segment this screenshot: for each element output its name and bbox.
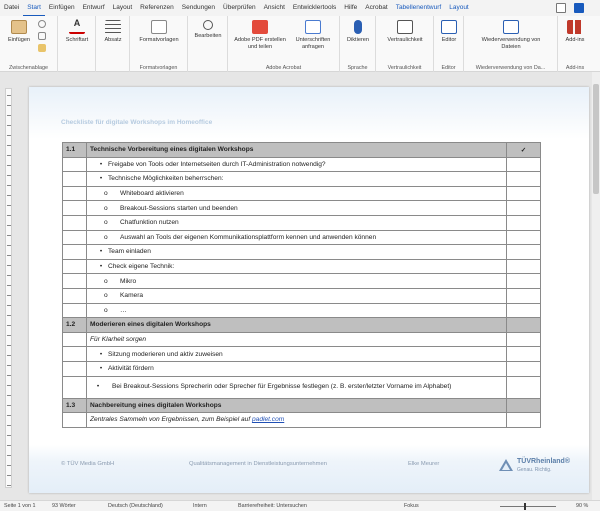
check-cell[interactable]	[507, 259, 541, 274]
row-text[interactable]	[87, 245, 507, 260]
row-text[interactable]	[87, 413, 507, 428]
group-label-acrobat: Adobe Acrobat	[265, 65, 302, 71]
checklist-row	[63, 186, 541, 201]
checklist-table[interactable]	[62, 142, 541, 428]
check-cell[interactable]	[507, 245, 541, 260]
tab-einfügen[interactable]: Einfügen	[48, 4, 75, 11]
group-label-clipboard: Zwischenablage	[9, 65, 48, 71]
row-text[interactable]	[87, 186, 507, 201]
vertical-ruler	[5, 88, 12, 488]
row-text[interactable]	[87, 376, 507, 398]
tab-layout[interactable]: Layout	[449, 4, 469, 11]
checklist-row	[63, 245, 541, 260]
row-number[interactable]	[63, 274, 87, 289]
check-cell[interactable]	[507, 413, 541, 428]
item-text: Technische Möglichkeiten beherrschen:	[108, 175, 224, 183]
row-number[interactable]	[63, 332, 87, 347]
tab-datei[interactable]: Datei	[4, 4, 20, 11]
row-number[interactable]	[63, 376, 87, 398]
row-number[interactable]	[63, 245, 87, 260]
check-cell[interactable]	[507, 398, 541, 413]
section-title: Nachbereitung eines digitalen Workshops	[90, 401, 222, 409]
ruler-tick	[7, 155, 11, 156]
row-text[interactable]	[87, 215, 507, 230]
checklist-row	[63, 361, 541, 376]
row-text[interactable]	[87, 172, 507, 187]
tuv-triangle-icon	[499, 459, 513, 471]
cut-icon[interactable]	[38, 20, 46, 28]
row-number[interactable]	[63, 201, 87, 216]
bullet-marker: •	[99, 263, 103, 271]
row-text[interactable]	[87, 143, 507, 158]
ruler-tick	[7, 395, 11, 396]
bullet-marker: •	[99, 248, 103, 256]
group-label-voice: Sprache	[347, 65, 368, 71]
check-cell[interactable]	[507, 274, 541, 289]
row-number[interactable]: 1.1	[63, 143, 87, 158]
group-label-reuse: Wiederverwendung von Da...	[475, 65, 546, 71]
footer-copyright: © TÜV Media GmbH	[61, 461, 115, 467]
signature-icon	[305, 20, 321, 34]
ruler-tick	[7, 385, 11, 386]
ruler-tick	[7, 225, 11, 226]
row-text[interactable]	[87, 332, 507, 347]
group-editing	[188, 16, 228, 72]
ruler-tick	[7, 215, 11, 216]
section-title: Technische Vorbereitung eines digitalen Workshops	[90, 146, 254, 154]
item-text: Mikro	[120, 277, 137, 285]
item-text: Bei Breakout-Sessions Sprecherin oder Sprecher für Ergebnisse festlegen (z. B. erster/letzter Vorname im Alphabet)	[112, 382, 452, 390]
addins-button[interactable]: Add-ins	[562, 20, 588, 44]
bullet-marker: •	[99, 350, 103, 358]
row-number[interactable]	[63, 157, 87, 172]
bullet-marker: •	[99, 365, 103, 373]
row-text[interactable]	[87, 259, 507, 274]
tab-hilfe[interactable]: Hilfe	[344, 4, 358, 11]
status-zoom[interactable]: 90 %	[576, 503, 589, 509]
ruler-tick	[7, 115, 11, 116]
font-button[interactable]: A Schriftart	[65, 18, 89, 43]
dictate-button[interactable]: Diktieren	[344, 20, 372, 44]
item-text: Freigabe von Tools oder Internetseiten durch IT-Administration notwendig?	[108, 160, 326, 168]
check-cell[interactable]	[507, 186, 541, 201]
ruler-tick	[7, 235, 11, 236]
section-row	[63, 143, 541, 158]
header-title: Checkliste für digitale Workshops im Homeoffice	[61, 119, 213, 126]
pdf-icon	[252, 20, 268, 34]
bullet-marker: •	[96, 382, 100, 390]
check-cell[interactable]	[507, 347, 541, 362]
row-number[interactable]	[63, 347, 87, 362]
status-focus[interactable]: Fokus	[404, 503, 419, 509]
group-editor	[434, 16, 464, 72]
checklist-row	[63, 413, 541, 428]
group-label-addins: Add-ins	[565, 65, 585, 71]
ruler-tick	[7, 275, 11, 276]
row-number[interactable]: 1.3	[63, 398, 87, 413]
group-voice	[340, 16, 376, 72]
ruler-tick	[7, 255, 11, 256]
status-accessibility[interactable]: Barrierefreiheit: Untersuchen	[238, 503, 307, 509]
check-cell[interactable]	[507, 230, 541, 245]
ribbon-tabs	[0, 0, 600, 16]
ruler-tick	[7, 95, 11, 96]
status-language[interactable]: Deutsch (Deutschland)	[108, 503, 163, 509]
ruler-tick	[7, 175, 11, 176]
check-cell[interactable]	[507, 303, 541, 318]
ruler-tick	[7, 475, 11, 476]
ruler-tick	[7, 325, 11, 326]
create-pdf-button[interactable]: Adobe PDF erstellen und teilen	[232, 20, 288, 50]
item-text: Zentrales Sammeln von Ergebnissen, zum Beispiel auf	[90, 416, 252, 424]
group-styles	[130, 16, 188, 72]
copy-icon[interactable]	[38, 32, 46, 40]
ruler-tick	[7, 365, 11, 366]
group-label-editor: Editor	[441, 65, 456, 71]
group-acrobat	[228, 16, 340, 72]
sub-bullet-marker: o	[104, 292, 108, 300]
status-page[interactable]: Seite 1 von 1	[4, 503, 36, 509]
checklist-row	[63, 376, 541, 398]
zoom-slider-thumb[interactable]	[524, 503, 526, 510]
ruler-tick	[7, 165, 11, 166]
microphone-icon	[354, 20, 362, 34]
row-number[interactable]	[63, 172, 87, 187]
check-cell[interactable]	[507, 376, 541, 398]
checklist-row	[63, 172, 541, 187]
bullet-marker: •	[99, 175, 103, 183]
section-title: Moderieren eines digitalen Workshops	[90, 321, 211, 329]
check-cell[interactable]	[507, 172, 541, 187]
checklist-row	[63, 347, 541, 362]
tab-überprüfen[interactable]: Überprüfen	[223, 4, 256, 11]
row-text[interactable]	[87, 347, 507, 362]
ruler-tick	[7, 445, 11, 446]
tab-tabellenentwurf[interactable]: Tabellenentwurf	[395, 4, 442, 11]
item-text: Whiteboard aktivieren	[120, 190, 184, 198]
styles-icon	[151, 20, 167, 34]
ruler-tick	[7, 375, 11, 376]
item-text: Auswahl an Tools der eigenen Kommunikationsplattform kennen und anwenden können	[120, 233, 377, 241]
ruler-tick	[7, 335, 11, 336]
tab-sendungen[interactable]: Sendungen	[181, 4, 216, 11]
item-text: Team einladen	[108, 248, 151, 256]
ruler-tick	[7, 185, 11, 186]
check-cell[interactable]	[507, 215, 541, 230]
tab-layout[interactable]: Layout	[112, 4, 133, 11]
ruler-tick	[7, 355, 11, 356]
row-number[interactable]	[63, 413, 87, 428]
row-text[interactable]	[87, 201, 507, 216]
tab-referenzen[interactable]: Referenzen	[140, 4, 174, 11]
sub-bullet-marker: o	[104, 277, 108, 285]
scrollbar-thumb[interactable]	[593, 84, 599, 194]
vertical-scrollbar[interactable]	[592, 72, 600, 500]
tab-start[interactable]: Start	[23, 0, 45, 16]
sensitivity-button[interactable]: Vertraulichkeit	[380, 20, 430, 44]
ruler-tick	[7, 285, 11, 286]
row-text[interactable]	[87, 274, 507, 289]
sub-bullet-marker: o	[104, 219, 108, 227]
sub-bullet-marker: o	[104, 306, 108, 314]
editor-button[interactable]: Editor	[437, 20, 461, 44]
checklist-row	[63, 332, 541, 347]
editor-icon	[441, 20, 457, 34]
check-cell[interactable]	[507, 288, 541, 303]
check-cell[interactable]	[507, 361, 541, 376]
footer-series: Qualitätsmanagement in Dienstleistungsunternehmen	[189, 461, 327, 467]
document-page[interactable]	[29, 87, 589, 493]
tab-entwicklertools[interactable]: Entwicklertools	[292, 4, 337, 11]
group-font	[58, 16, 96, 72]
row-text[interactable]	[87, 398, 507, 413]
ribbon	[0, 16, 600, 72]
group-sensitivity	[376, 16, 434, 72]
ruler-tick	[7, 345, 11, 346]
checklist-row	[63, 274, 541, 289]
ruler-tick	[7, 145, 11, 146]
item-text: Chatfunktion nutzen	[120, 219, 179, 227]
checklist-row	[63, 157, 541, 172]
status-bar	[0, 500, 600, 511]
padlet-link[interactable]: padlet.com	[252, 416, 285, 424]
tab-acrobat[interactable]: Acrobat	[365, 4, 388, 11]
item-text: Kamera	[120, 292, 144, 300]
sensitivity-icon	[397, 20, 413, 34]
ruler-tick	[7, 125, 11, 126]
group-label-sensitivity: Vertraulichkeit	[387, 65, 422, 71]
row-number[interactable]: 1.2	[63, 318, 87, 333]
status-words[interactable]: 93 Wörter	[52, 503, 76, 509]
page-header	[29, 87, 589, 139]
reuse-files-button[interactable]: Wiederverwendung von Dateien	[472, 20, 550, 50]
row-number[interactable]	[63, 259, 87, 274]
item-text: Check eigene Technik:	[108, 263, 175, 271]
bullet-marker: •	[99, 160, 103, 168]
group-clipboard	[0, 16, 58, 72]
item-text: Breakout-Sessions starten und beenden	[120, 204, 238, 212]
row-text[interactable]	[87, 288, 507, 303]
tuv-brand: TÜVRheinland®	[517, 458, 570, 465]
ruler-tick	[7, 265, 11, 266]
addins-icon	[567, 20, 583, 34]
zoom-slider[interactable]	[500, 506, 556, 507]
row-text[interactable]	[87, 303, 507, 318]
section-row	[63, 398, 541, 413]
ruler-tick	[7, 305, 11, 306]
group-reuse	[464, 16, 558, 72]
tab-ansicht[interactable]: Ansicht	[263, 4, 285, 11]
ruler-tick	[7, 195, 11, 196]
check-cell[interactable]	[507, 332, 541, 347]
row-text[interactable]	[87, 230, 507, 245]
share-button[interactable]	[574, 3, 584, 13]
checklist-row	[63, 201, 541, 216]
search-icon	[203, 20, 213, 30]
ruler-tick	[7, 295, 11, 296]
font-icon: A	[69, 20, 85, 34]
format-painter-icon[interactable]	[38, 44, 46, 52]
ruler-tick	[7, 315, 11, 316]
row-text[interactable]	[87, 361, 507, 376]
ruler-tick	[7, 205, 11, 206]
ruler-tick	[7, 485, 11, 486]
item-text: …	[120, 306, 127, 314]
ruler-tick	[7, 425, 11, 426]
tab-entwurf[interactable]: Entwurf	[82, 4, 105, 11]
editing-button[interactable]: Bearbeiten	[192, 20, 224, 40]
sub-bullet-marker: o	[104, 190, 108, 198]
item-text: Aktivität fördern	[108, 365, 154, 373]
styles-button[interactable]: Formatvorlagen	[134, 20, 184, 44]
reuse-files-icon	[503, 20, 519, 34]
ruler-tick	[7, 135, 11, 136]
ruler-tick	[7, 245, 11, 246]
ruler-tick	[7, 435, 11, 436]
ruler-tick	[7, 415, 11, 416]
row-number[interactable]	[63, 361, 87, 376]
paragraph-icon	[105, 20, 121, 34]
row-number[interactable]	[63, 230, 87, 245]
row-number[interactable]	[63, 288, 87, 303]
checklist-row	[63, 259, 541, 274]
comments-button[interactable]	[556, 3, 566, 13]
paste-button[interactable]: Einfügen	[6, 20, 32, 44]
sub-bullet-marker: o	[104, 233, 108, 241]
checklist-row	[63, 230, 541, 245]
row-number[interactable]	[63, 186, 87, 201]
row-text[interactable]	[87, 157, 507, 172]
status-classification[interactable]: Intern	[193, 503, 207, 509]
page-footer	[29, 445, 589, 493]
sub-bullet-marker: o	[104, 204, 108, 212]
ruler-tick	[7, 455, 11, 456]
ruler-tick	[7, 105, 11, 106]
check-cell[interactable]	[507, 318, 541, 333]
row-number[interactable]	[63, 303, 87, 318]
group-label-styles: Formatvorlagen	[139, 65, 178, 71]
clipboard-icon	[11, 20, 27, 34]
check-cell[interactable]	[507, 157, 541, 172]
tuv-claim: Genau. Richtig.	[517, 467, 552, 473]
paragraph-button[interactable]: Absatz	[100, 20, 126, 44]
section-row	[63, 318, 541, 333]
check-cell[interactable]: ✓	[507, 143, 541, 158]
row-text[interactable]	[87, 318, 507, 333]
checklist-row	[63, 215, 541, 230]
subheading: Für Klarheit sorgen	[90, 336, 147, 344]
ruler-tick	[7, 465, 11, 466]
footer-author: Elke Meurer	[408, 461, 440, 467]
item-text: Sitzung moderieren und aktiv zuweisen	[108, 350, 223, 358]
group-addins	[558, 16, 592, 72]
request-signatures-button[interactable]: Unterschriften anfragen	[290, 20, 336, 50]
check-cell[interactable]	[507, 201, 541, 216]
group-paragraph	[96, 16, 130, 72]
ruler-tick	[7, 405, 11, 406]
row-number[interactable]	[63, 215, 87, 230]
checklist-row	[63, 288, 541, 303]
checklist-row	[63, 303, 541, 318]
